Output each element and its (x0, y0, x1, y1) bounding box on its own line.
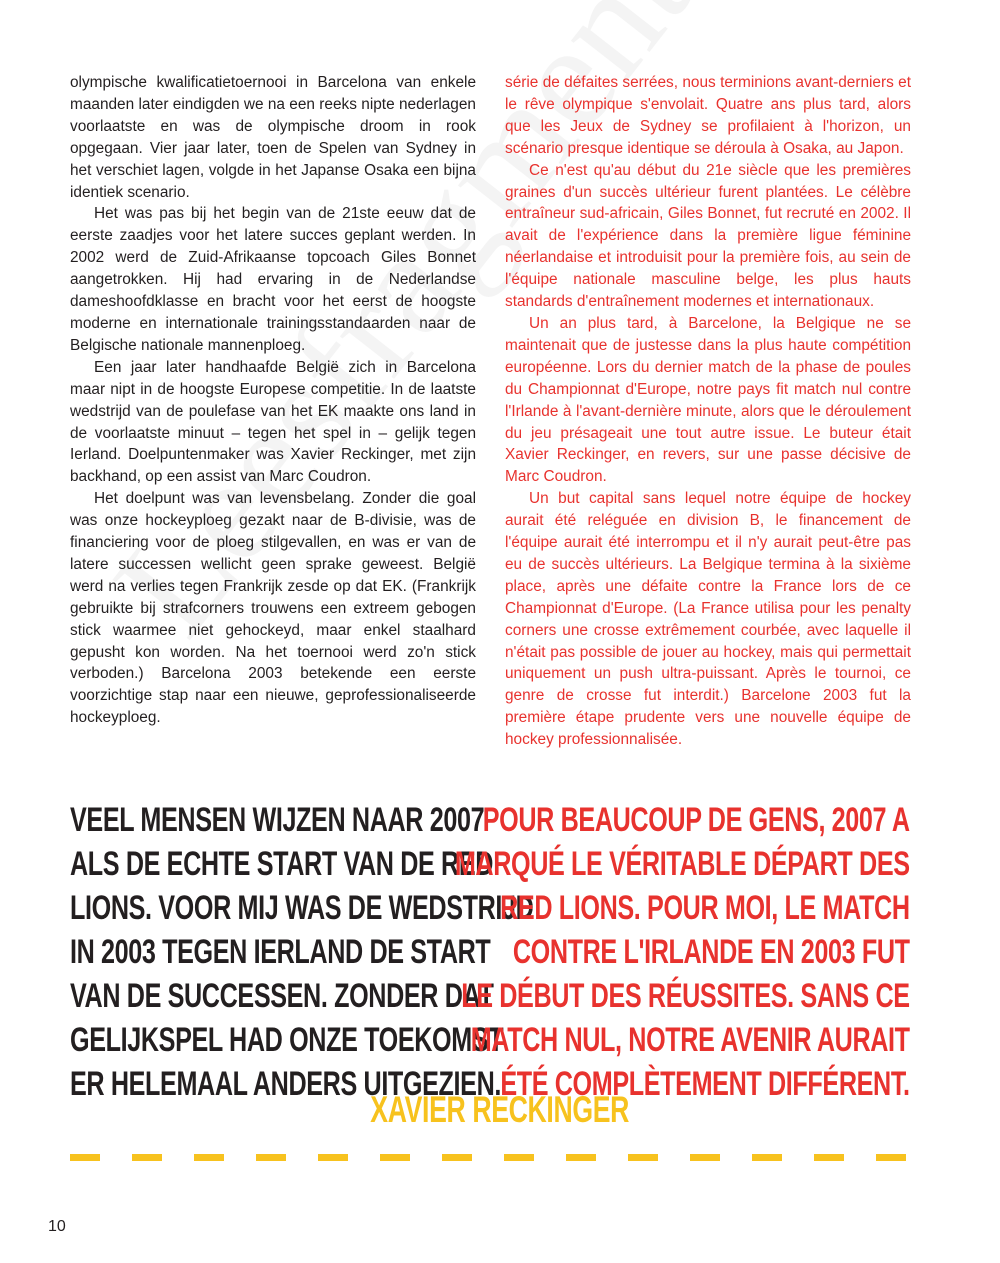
paragraph: Ce n'est qu'au début du 21e siècle que les premières graines d'un succès ultérieur furent plantées. Le célèbre entraîneur sud-africain, Giles Bonnet, fut recruté en 2002. Il avait de l'expérience dans la première ligue féminine néerlandaise et introduisit pour la première fois, au sein de l'équipe nationale masculine belge, les plus hauts standards d'entraînement modernes et internationaux. (505, 161, 911, 311)
paragraph: Een jaar later handhaafde België zich in Barcelona maar nipt in de hoogste Europese competitie. In de laatste wedstrijd van de poulefase van het EK maakte ons land in de voorlaatste minuut – tegen het spel in – gelijk tegen Ierland. Doelpuntenmaker was Xavier Reckinger, met zijn backhand, op een assist van Marc Coudron. (70, 358, 476, 486)
quote-author-name: XAVIER RECKINGER (370, 1089, 630, 1130)
body-column-dutch (70, 72, 476, 729)
dashed-divider (70, 1154, 912, 1161)
quote-line: MATCH NUL, NOTRE AVENIR AURAIT (471, 1021, 910, 1059)
quote-line: LIONS. VOOR MIJ WAS DE WEDSTRIJD (70, 889, 534, 927)
quote-line: CONTRE L'IRLANDE EN 2003 FUT (513, 933, 910, 971)
quote-line: ER HELEMAAL ANDERS UITGEZIEN. (70, 1065, 502, 1103)
quote-line: MARQUÉ LE VÉRITABLE DÉPART DES (455, 845, 910, 883)
paragraph: olympische kwalificatietoernooi in Barcelona van enkele maanden later eindigden we na een reeks nipte nederlagen voorlaatste en was de olympische droom in rook opgegaan. Vier jaar later, toen de Spelen van Sydney in het verschiet lagen, volgde in het Japanse Osaka een bijna identiek scenario. (70, 74, 476, 201)
quote-line: ÉTÉ COMPLÈTEMENT DIFFÉRENT. (500, 1065, 910, 1103)
quote-line: IN 2003 TEGEN IERLAND DE START (70, 933, 491, 971)
quote-line: POUR BEAUCOUP DE GENS, 2007 A (483, 801, 910, 839)
quote-line: VAN DE SUCCESSEN. ZONDER DAT (70, 977, 494, 1015)
paragraph: Un but capital sans lequel notre équipe de hockey aurait été reléguée en division B, le financement de l'équipe aurait été interrompu et il n'y aurait peut-être pas eu de succès ultérieurs. La Belgique termina à la sixième place, après une défaite contre la France lors de ce Championnat d'Europe. (La France utilisa pour les penalty corners une crosse extrêmement courbée, avec laquelle il n'était pas possible de jouer au hockey, mais qui permettait uniquement un push ultra-puissant. Après le tournoi, ce genre de crosse fut interdit.) Barcelone 2003 fut la première étape prudente vers une nouvelle équipe de hockey professionnalisée. (505, 490, 911, 749)
page-number: 10 (48, 1218, 66, 1235)
quote-author (0, 1088, 1000, 1132)
paragraph: Het doelpunt was van levensbelang. Zonder die goal was onze hockeyploeg gezakt naar de B-divisie, was de financiering voor de ploeg stilgevallen, en was er van de latere successen wellicht geen sprake geweest. België werd na verlies tegen Frankrijk zesde op dat EK. (Frankrijk gebruikte bij strafcorners trouwens een extreem gebogen stick waarmee niet gehockeyd, maar enkel staalhard gepusht kon worden. Na het toernooi werd zo'n stick verboden.) Barcelona 2003 betekende een eerste voorzichtige stap naar een nieuwe, geprofessionaliseerde hockeyploeg. (70, 490, 476, 727)
body-column-french (505, 72, 911, 751)
quote-line: ALS DE ECHTE START VAN DE RED (70, 845, 494, 883)
paragraph: Un an plus tard, à Barcelone, la Belgique ne se maintenait que de justesse dans la plus haute compétition européenne. Lors du dernier match de la phase de poules du Championnat d'Europe, notre pays fit match nul contre l'Irlande à l'avant-dernière minute, alors que le déroulement du jeu présageait une tout autre issue. Le buteur était Xavier Reckinger, en revers, sur une passe décisive de Marc Coudron. (505, 314, 911, 486)
paragraph: Het was pas bij het begin van de 21ste eeuw dat de eerste zaadjes voor het latere succes geplant werden. In 2002 werd de Zuid-Afrikaanse topcoach Giles Bonnet aangetrokken. Hij had ervaring in de Nederlandse dameshoofdklasse en bracht voor het eerst de hoogste moderne en internationale trainingsstandaarden naar de Belgische nationale mannenploeg. (70, 205, 476, 354)
paragraph: série de défaites serrées, nous terminions avant-derniers et le rêve olympique s'envolait. Quatre ans plus tard, alors que les Jeux de Sydney se profilaient à l'horizon, un scénario presque identique se déroula à Osaka, au Japon. (505, 74, 911, 157)
quote-line: RED LIONS. POUR MOI, LE MATCH (500, 889, 910, 927)
quote-line: GELIJKSPEL HAD ONZE TOEKOMST (70, 1021, 504, 1059)
pull-quote-french (455, 798, 910, 1106)
quote-line: LE DÉBUT DES RÉUSSITES. SANS CE (461, 977, 910, 1015)
quote-line: VEEL MENSEN WIJZEN NAAR 2007 (70, 801, 485, 839)
